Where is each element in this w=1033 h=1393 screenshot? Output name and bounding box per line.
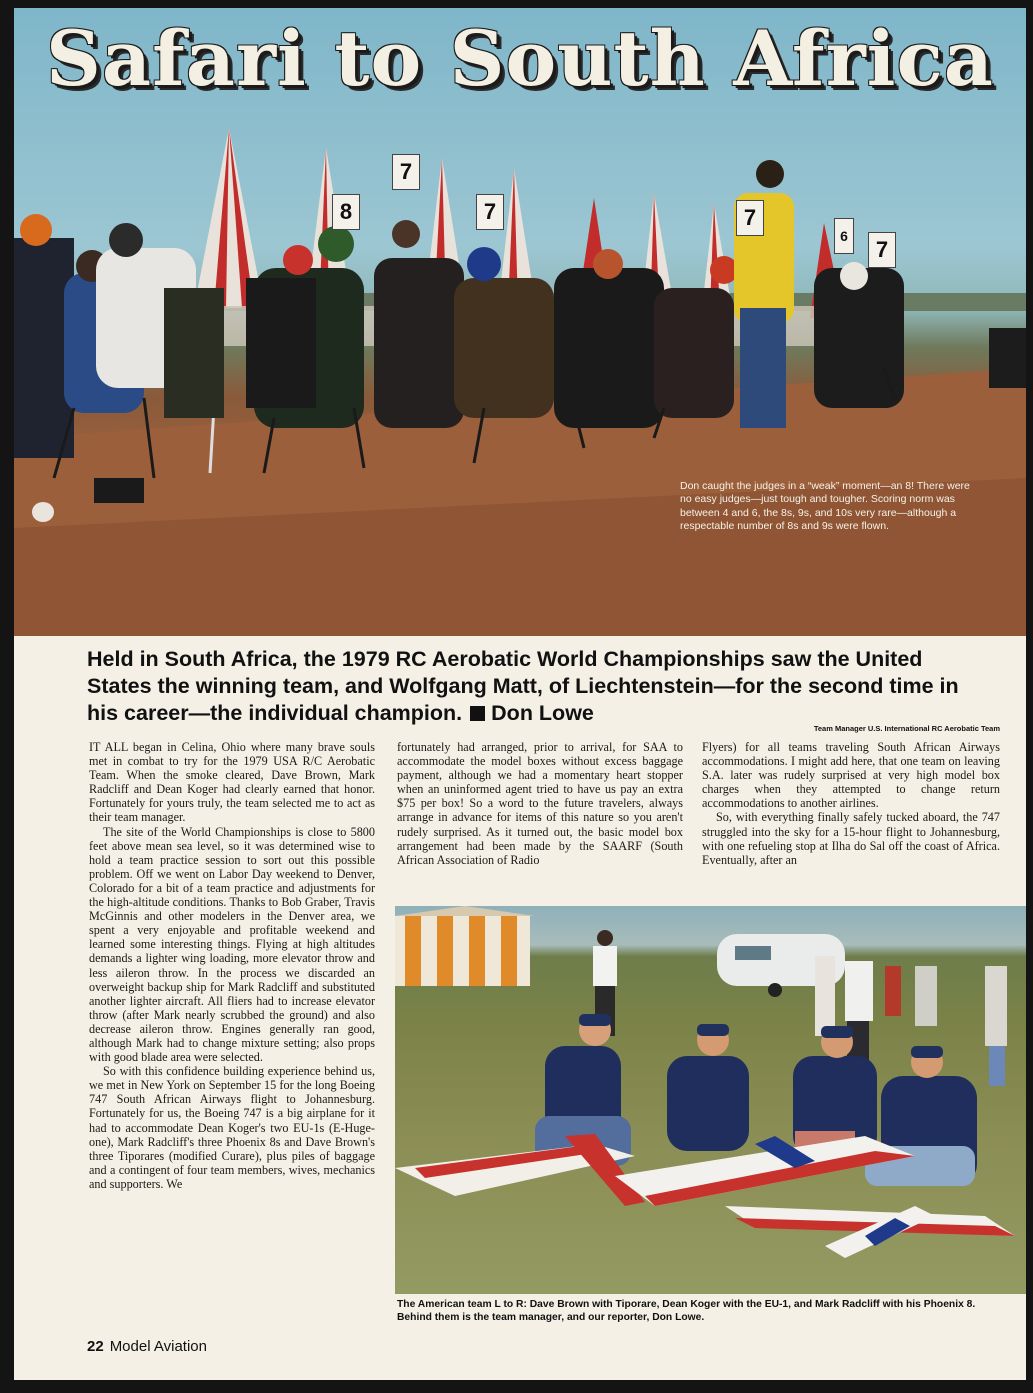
author-name: Don Lowe [491,701,594,725]
paragraph: IT ALL began in Celina, Ohio where many brave souls met in combat to try for the 1979 USA R/C Aerobatic Team. When the smoke cleared, Dave Brown, Mark Radcliff and Dean Koger had clearly earned that honor. Fortunately for yours truly, the team selected me to act as their team manager. [89,740,375,825]
team-photo [395,906,1026,1294]
score-card: 7 [476,194,504,230]
author-title: Team Manager U.S. International RC Aerobatic Team [813,724,1000,733]
judges-photo-caption: Don caught the judges in a “weak” moment—an 8! There were no easy judges—just tough and tougher. Scoring norm was between 4 and 6, the 8s, 9s, and 10s very rare—although a respectable number of 8s and 9s were flown. [680,480,970,533]
score-card: 8 [332,194,360,230]
paragraph: So with this confidence building experience behind us, we met in New York on September 15 for the long Boeing 747 South African Airways flight to Johannesburg. Fortunately for us, the Boeing 747 is a big airplane for it had to accommodate Dean Koger's two EU-1s (E-Huge-one), Mark Radcliff's three Phoenix 8s and Dave Brown's three Tiporares (modified Curare), plus piles of baggage and a contingent of four team members, wives, mechanics and supporters. We [89,1064,375,1191]
page-footer [87,1338,207,1355]
page-title: Safari to South Africa [45,14,995,103]
headline-text: Held in South Africa, the 1979 RC Aerobatic World Championships saw the United States the winning team, and Wolfgang Matt, of Liechtenstein—for the second time in his career—the individual champion. [87,647,959,725]
striped-tent [395,906,535,986]
team-photo-caption: The American team L to R: Dave Brown with Tiporare, Dean Koger with the EU-1, and Mark Radcliff with his Phoenix 8. Behind them is the team manager, and our reporter, Don Lowe. [397,1299,976,1324]
score-card: 7 [868,232,896,268]
score-card: 7 [392,154,420,190]
paragraph: fortunately had arranged, prior to arrival, for SAA to accommodate the model boxes without excess baggage payment, although we had a momentary heart stopper when an uninformed agent tried to have us pay an extra $75 per box! So a word to the future travelers, always arrange in advance for items of this nature so you aren't rudely surprised. As it turned out, the basic model box arrangement had been made by the SAARF (South African Association of Radio [397,740,683,867]
bullet-square-icon [470,706,485,721]
score-card: 6 [834,218,854,254]
paragraph: Flyers) for all teams traveling South African Airways accommodations. I might add here, that one team on leaving S.A. later was rudely surprised at very high model box charges when they attempted to change return accommodations to another airlines. [702,740,1000,811]
article-column-2 [397,740,683,904]
magazine-name: Model Aviation [109,1338,207,1355]
judges-photo [14,8,1026,636]
score-card: 7 [736,200,764,236]
team-scene [395,906,1026,1294]
page-number: 22 [87,1338,104,1355]
magazine-page [14,8,1026,1380]
article-column-3 [702,740,1000,904]
paragraph: The site of the World Championships is close to 5800 feet above mean sea level, so it was determined wise to hold a team practice session to sort out this possible problem. Off we went on Labor Day weekend to Denver, Colorado for a bit of a team practice and adjustments for the high-altitude conditions. Thanks to Bob Graber, Travis McGinnis and other modelers in the Denver area, we spent a very enjoyable and profitable weekend and learned some interesting things. Flying at high altitudes demands a lighter wing loading, more elevator throw and less aileron throw. In the process we discarded an overweight backup ship for Mark Radcliff and substituted another lighter aircraft. All fliers had to increase elevator throw (after Mark nearly scrubbed the ground) and also decrease aileron throw. Engines generally ran good, although Mark had to change mixture setting; also props with good blade area were selected. [89,824,375,1065]
headline [87,646,987,727]
paragraph: So, with everything finally safely tucked aboard, the 747 struggled into the sky for a 15-hour flight to Johannesburg, with one refueling stop at Ilha do Sal off the coast of Africa. Eventually, after an [702,810,1000,867]
article-column-1 [89,740,375,1352]
